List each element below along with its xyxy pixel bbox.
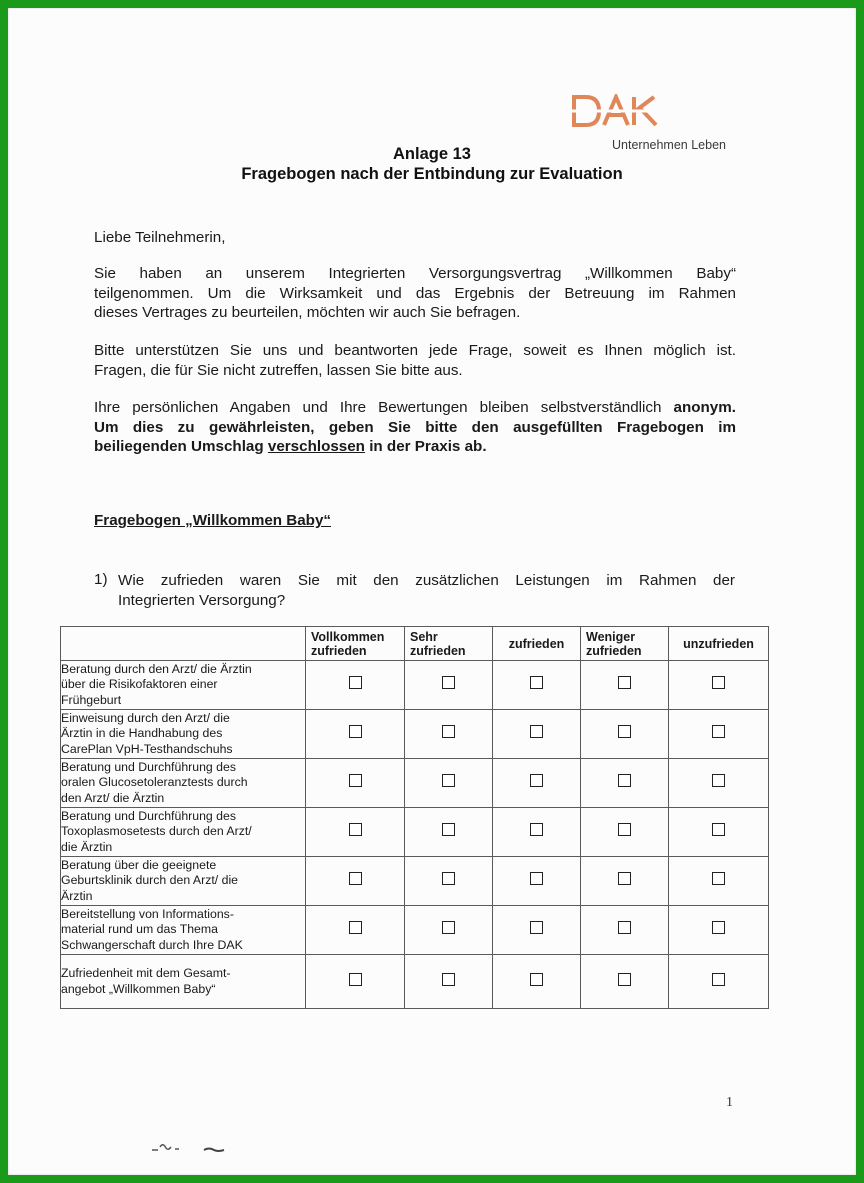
row-label: Beratung und Durchführung des Toxoplasmosetests durch den Arzt/ die Ärztin <box>61 808 306 857</box>
privacy-text: Ihre persönlichen Angaben und Ihre Bewertungen bleiben selbstverständlich <box>94 399 662 416</box>
checkbox-unzufrieden[interactable] <box>712 872 725 885</box>
request-line-2: Fragen, die für Sie nicht zutreffen, lassen Sie bitte aus. <box>94 361 463 379</box>
question-line-2: Integrierten Versorgung? <box>118 591 286 609</box>
checkbox-vollkommen-zufrieden[interactable] <box>349 973 362 986</box>
checkbox-zufrieden[interactable] <box>530 774 543 787</box>
checkbox-unzufrieden[interactable] <box>712 973 725 986</box>
table-row <box>61 857 769 906</box>
checkbox-vollkommen-zufrieden[interactable] <box>349 725 362 738</box>
practice-text: in der Praxis ab. <box>369 438 487 455</box>
envelope-text: beiliegenden Umschlag <box>94 438 264 455</box>
checkbox-weniger-zufrieden[interactable] <box>618 973 631 986</box>
checkbox-weniger-zufrieden[interactable] <box>618 921 631 934</box>
question-text <box>118 571 735 610</box>
checkbox-zufrieden[interactable] <box>530 973 543 986</box>
intro-line-3: dieses Vertrages zu beurteilen, möchten wir auch Sie befragen. <box>94 304 521 321</box>
row-label: Einweisung durch den Arzt/ die Ärztin in die Handhabung des CarePlan VpH-Testhandschuhs <box>61 710 306 759</box>
privacy-line-3 <box>94 437 736 457</box>
checkbox-zufrieden[interactable] <box>530 872 543 885</box>
checkbox-sehr-zufrieden[interactable] <box>442 973 455 986</box>
checkbox-sehr-zufrieden[interactable] <box>442 823 455 836</box>
section-title: Fragebogen „Willkommen Baby“ <box>94 512 331 529</box>
checkbox-sehr-zufrieden[interactable] <box>442 774 455 787</box>
checkbox-unzufrieden[interactable] <box>712 774 725 787</box>
table-row <box>61 759 769 808</box>
header-sehr-zufrieden: Sehr zufrieden <box>405 627 493 661</box>
row-label: Beratung über die geeignete Geburtsklinik durch den Arzt/ die Ärztin <box>61 857 306 906</box>
anonym-text: anonym. <box>673 399 736 416</box>
checkbox-sehr-zufrieden[interactable] <box>442 725 455 738</box>
checkbox-sehr-zufrieden[interactable] <box>442 676 455 689</box>
row-label: Beratung durch den Arzt/ die Ärztin über die Risikofaktoren einer Frühgeburt <box>61 661 306 710</box>
scan-artifact-marks <box>148 1140 248 1154</box>
checkbox-zufrieden[interactable] <box>530 823 543 836</box>
checkbox-unzufrieden[interactable] <box>712 823 725 836</box>
intro-paragraph <box>94 264 736 323</box>
checkbox-unzufrieden[interactable] <box>712 725 725 738</box>
checkbox-vollkommen-zufrieden[interactable] <box>349 823 362 836</box>
logo-tagline: Unternehmen Leben <box>612 138 726 152</box>
header-zufrieden: zufrieden <box>493 627 581 661</box>
document-title: Fragebogen nach der Entbindung zur Evaluation <box>241 165 623 183</box>
header-item-column <box>61 627 306 661</box>
closed-text: verschlossen <box>267 438 365 455</box>
checkbox-weniger-zufrieden[interactable] <box>618 676 631 689</box>
annex-title: Anlage 13 <box>393 145 471 163</box>
checkbox-sehr-zufrieden[interactable] <box>442 921 455 934</box>
header-unzufrieden: unzufrieden <box>669 627 769 661</box>
checkbox-unzufrieden[interactable] <box>712 676 725 689</box>
privacy-line-1 <box>94 398 736 418</box>
checkbox-weniger-zufrieden[interactable] <box>618 823 631 836</box>
privacy-paragraph <box>94 398 736 457</box>
intro-line-1: Sie haben an unserem Integrierten Versorgungsvertrag „Willkommen Baby“ <box>94 265 736 282</box>
checkbox-unzufrieden[interactable] <box>712 921 725 934</box>
page-number: 1 <box>726 1095 733 1110</box>
checkbox-vollkommen-zufrieden[interactable] <box>349 921 362 934</box>
table-row <box>61 710 769 759</box>
request-paragraph <box>94 341 736 380</box>
checkbox-vollkommen-zufrieden[interactable] <box>349 676 362 689</box>
satisfaction-table <box>60 626 769 1009</box>
request-line-1: Bitte unterstützen Sie uns und beantworten jede Frage, soweit es Ihnen möglich ist. <box>94 342 736 359</box>
question-number: 1) <box>94 571 108 588</box>
question-line-1: Wie zufrieden waren Sie mit den zusätzlichen Leistungen im Rahmen der <box>118 572 735 589</box>
checkbox-sehr-zufrieden[interactable] <box>442 872 455 885</box>
row-label: Beratung und Durchführung des oralen Glucosetoleranztests durch den Arzt/ die Ärztin <box>61 759 306 808</box>
checkbox-zufrieden[interactable] <box>530 676 543 689</box>
table-row <box>61 955 769 1009</box>
checkbox-zufrieden[interactable] <box>530 921 543 934</box>
row-label: Zufriedenheit mit dem Gesamt- angebot „Willkommen Baby“ <box>61 955 306 1009</box>
table-row <box>61 661 769 710</box>
checkbox-vollkommen-zufrieden[interactable] <box>349 872 362 885</box>
checkbox-weniger-zufrieden[interactable] <box>618 725 631 738</box>
table-row <box>61 808 769 857</box>
checkbox-zufrieden[interactable] <box>530 725 543 738</box>
salutation: Liebe Teilnehmerin, <box>94 229 226 246</box>
checkbox-weniger-zufrieden[interactable] <box>618 872 631 885</box>
header-weniger-zufrieden: Weniger zufrieden <box>581 627 669 661</box>
privacy-line-2: Um dies zu gewährleisten, geben Sie bitte den ausgefüllten Fragebogen im <box>94 418 736 436</box>
dak-logo-mark <box>570 94 666 128</box>
table-row <box>61 906 769 955</box>
document-page <box>8 8 856 1175</box>
intro-line-2: teilgenommen. Um die Wirksamkeit und das Ergebnis der Betreuung im Rahmen <box>94 284 736 302</box>
row-label: Bereitstellung von Informations- material rund um das Thema Schwangerschaft durch Ihre DAK <box>61 906 306 955</box>
table-header-row <box>61 627 769 661</box>
header-vollkommen-zufrieden: Vollkommen zufrieden <box>306 627 405 661</box>
checkbox-vollkommen-zufrieden[interactable] <box>349 774 362 787</box>
checkbox-weniger-zufrieden[interactable] <box>618 774 631 787</box>
